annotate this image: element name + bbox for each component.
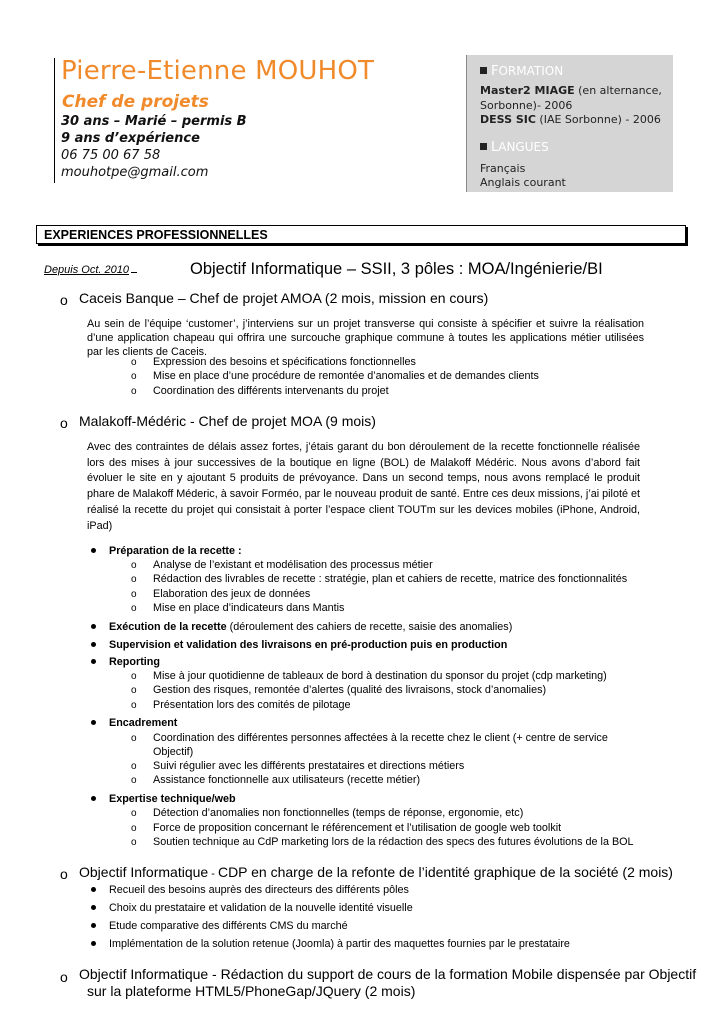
formation-heading: FORMATION [480,64,563,79]
disc-bullet-icon [91,796,96,801]
list-item: Présentation lors des comités de pilotage [153,699,351,711]
circle-bullet-icon: o [131,775,137,786]
disc-bullet-icon [91,548,96,553]
list-item-continuation: Objectif) [153,746,194,758]
task-heading: Encadrement [109,717,178,729]
circle-bullet-icon: o [60,292,68,308]
disc-bullet-icon [91,887,96,892]
task-heading: Expertise technique/web [109,793,236,805]
circle-bullet-icon: o [60,866,68,882]
task-heading: Exécution de la recette (déroulement des cahiers de recette, saisie des anomalies) [109,621,513,633]
disc-bullet-icon [91,720,96,725]
list-item: Soutien technique au CdP marketing lors de la rédaction des specs des futures évolutions de la BOL [153,836,634,848]
mission-title-mobile-continuation: sur la plateforme HTML5/PhoneGap/JQuery (2 mois) [87,983,416,999]
list-item: Mise en place d’une procédure de remontée d’anomalies et de demandes clients [153,370,539,382]
experience-years: 9 ans d’expérience [61,131,200,146]
square-bullet-icon [480,143,487,150]
disc-bullet-icon [91,642,96,647]
circle-bullet-icon: o [131,603,137,614]
formation-line-2: Sorbonne)- 2006 [480,99,573,112]
language-item: Anglais courant [480,176,566,189]
square-bullet-icon [480,67,487,74]
formation-line-3: DESS SIC (IAE Sorbonne) - 2006 [480,113,661,126]
circle-bullet-icon: o [131,371,137,382]
language-item: Français [480,162,526,175]
list-item: Mise à jour quotidienne de tableaux de bord à destination du sponsor du projet (cdp marketing) [153,670,607,682]
list-item: Expression des besoins et spécifications fonctionnelles [153,356,416,368]
circle-bullet-icon: o [131,589,137,600]
job-title: Objectif Informatique – SSII, 3 pôles : MOA/Ingénierie/BI [190,260,603,278]
list-item: Analyse de l’existant et modélisation des processus métier [153,559,433,571]
formation-langues-box [466,55,673,192]
formation-line-1: Master2 MIAGE (en alternance, [480,84,662,97]
circle-bullet-icon: o [60,969,68,985]
list-item: Assistance fonctionnelle aux utilisateurs (recette métier) [153,774,421,786]
disc-bullet-icon [91,659,96,664]
list-item: Elaboration des jeux de données [153,588,311,600]
list-item: Choix du prestataire et validation de la nouvelle identité visuelle [109,902,413,914]
phone-number[interactable]: 06 75 00 67 58 [61,148,161,163]
langues-heading: LANGUES [480,140,549,155]
list-item: Rédaction des livrables de recette : stratégie, plan et cahiers de recette, matrice des fonctionnalités [153,573,628,585]
header-divider [54,58,55,183]
personal-details: 30 ans – Marié – permis B [61,114,247,129]
mission-description-malakoff: Avec des contraintes de délais assez fortes, j’étais garant du bon déroulement de la recette fonctionnelle réalisée lors des mises à jour successives de la boutique en ligne (BOL) de Malakoff Médéric. Nous avons d’abord fait évoluer le site en y ajoutant 5 produits de prévoyance. Dans un second temps, nous avons remplacé le produit phare de Malakoff Méderic, à savoir Forméo, par le nouveau produit de santé. Entre ces deux missions, j’ai piloté et réalisé la recette du projet qui consistait à porter l’espace client TOUTm sur les devices mobiles (iPhone, Android, iPad) [87,441,640,532]
circle-bullet-icon: o [131,357,137,368]
list-item: Coordination des différentes personnes affectées à la recette chez le client (+ centre de service [153,732,608,744]
task-heading: Préparation de la recette : [109,545,242,557]
disc-bullet-icon [91,624,96,629]
circle-bullet-icon: o [60,415,68,431]
circle-bullet-icon: o [131,671,137,682]
circle-bullet-icon: o [131,685,137,696]
circle-bullet-icon: o [131,823,137,834]
circle-bullet-icon: o [131,808,137,819]
circle-bullet-icon: o [131,574,137,585]
section-title: EXPERIENCES PROFESSIONNELLES [36,225,686,244]
circle-bullet-icon: o [131,733,137,744]
disc-bullet-icon [91,941,96,946]
list-item: Recueil des besoins auprès des directeurs des différents pôles [109,884,409,896]
job-role: Chef de projets [62,92,209,112]
circle-bullet-icon: o [131,386,137,397]
candidate-name: Pierre-Etienne MOUHOT [61,56,375,86]
circle-bullet-icon: o [131,700,137,711]
mission-description-caceis: Au sein de l’équipe ‘customer’, j’interviens sur un projet transverse qui consiste à spécifier et suivre la réalisation d’une application chapeau qui offrira une surcouche graphique commune à toutes les applications métier utilisées par les clients de Caceis. [87,318,644,358]
list-item: Coordination des différents intervenants du projet [153,385,389,397]
disc-bullet-icon [91,923,96,928]
mission-title-mobile: Objectif Informatique - Rédaction du support de cours de la formation Mobile dispensée par Objectif [79,966,697,982]
list-item: Détection d’anomalies non fonctionnelles (temps de réponse, ergonomie, etc) [153,807,524,819]
mission-title-caceis: Caceis Banque – Chef de projet AMOA (2 mois, mission en cours) [79,290,489,306]
list-item: Force de proposition concernant le référencement et l’utilisation de google web toolkit [153,822,562,834]
mission-title-malakoff: Malakoff-Médéric - Chef de projet MOA (9 mois) [79,413,376,429]
list-item: Mise en place d’indicateurs dans Mantis [153,602,345,614]
circle-bullet-icon: o [131,761,137,772]
list-item: Suivi régulier avec les différents prestataires et directions métiers [153,760,465,772]
task-heading: Supervision et validation des livraisons en pré-production puis en production [109,639,508,651]
mission-title-cdp: Objectif Informatique - CDP en charge de la refonte de l’identité graphique de la société (2 mois) [79,864,673,880]
list-item: Etude comparative des différents CMS du marché [109,920,348,932]
task-heading: Reporting [109,656,160,668]
circle-bullet-icon: o [131,560,137,571]
list-item: Gestion des risques, remontée d’alertes (qualité des livraisons, stock d’anomalies) [153,684,547,696]
disc-bullet-icon [91,905,96,910]
circle-bullet-icon: o [131,837,137,848]
email-address[interactable]: mouhotpe@gmail.com [61,165,209,180]
job-since-date: Depuis Oct. 2010 [44,264,137,276]
list-item: Implémentation de la solution retenue (Joomla) à partir des maquettes fournies par le prestataire [109,938,570,950]
